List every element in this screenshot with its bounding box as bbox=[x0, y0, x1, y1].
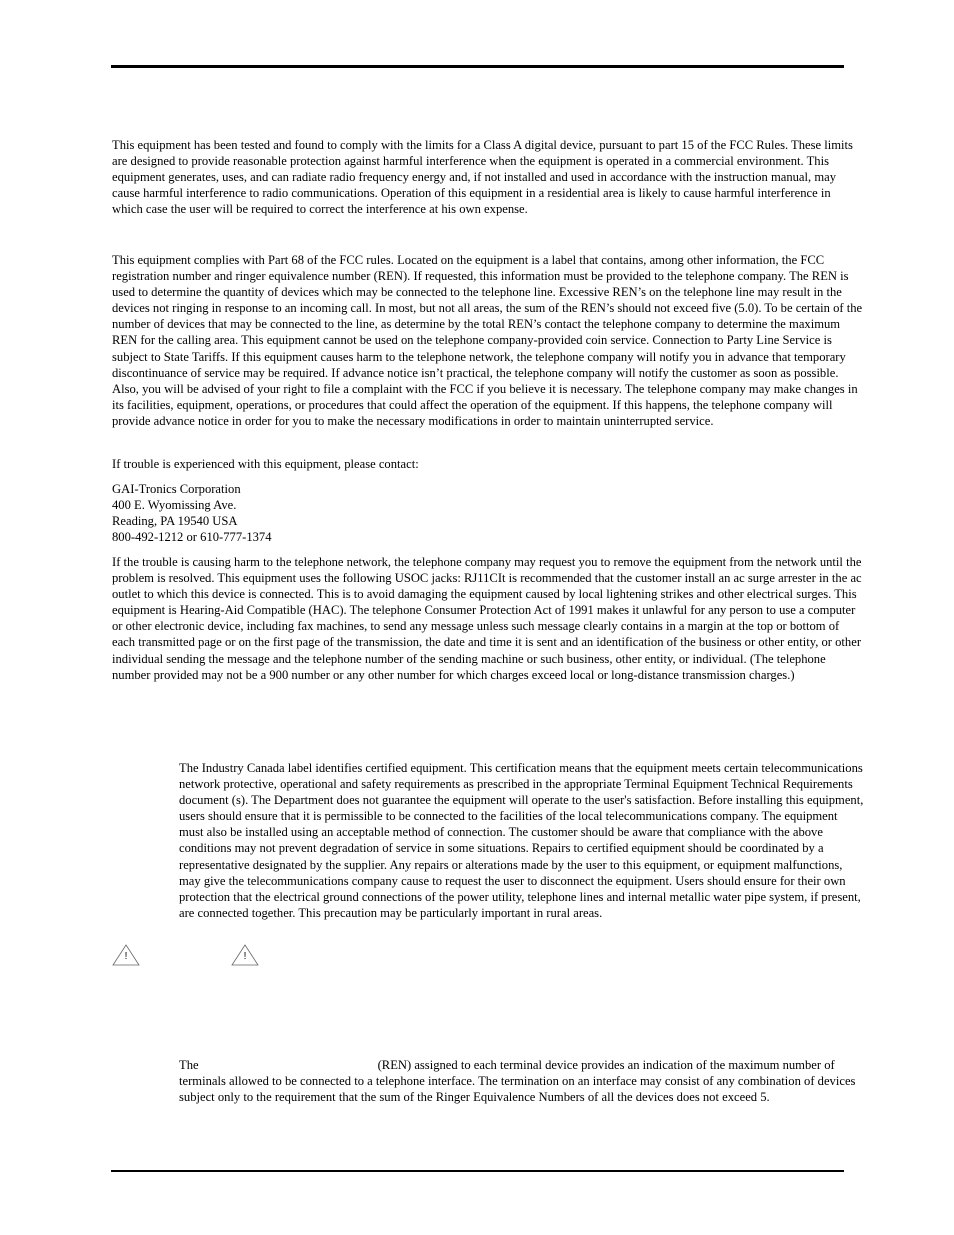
footer-rule bbox=[111, 1170, 844, 1172]
ren-paragraph bbox=[112, 1057, 864, 1105]
fcc-part68-paragraph: This equipment complies with Part 68 of the FCC rules. Located on the equipment is a label that contains, among other information, the FCC registration number and ringer equivalence number (REN). If requested, this information must be provided to the telephone company. The REN is used to determine the quantity of devices which may be connected to the telephone line. Excessive REN’s on the telephone line may result in the devices not ringing in response to an incoming call. In most, but not all areas, the sum of the REN’s should not exceed five (5.0). To be certain of the number of devices that may be connected to the line, as determine by the total REN’s contact the telephone company to determine the maximum REN for the calling area. This equipment cannot be used on the telephone company-provided coin service. Connection to Party Line Service is subject to State Tariffs. If this equipment causes harm to the telephone network, the telephone company will notify you in advance that temporary discontinuance of service may be required. If advance notice isn’t practical, the telephone company will notify the customer as soon as possible. Also, you will be advised of your right to file a complaint with the FCC if you believe it is necessary. The telephone company may make changes in its facilities, equipment, operations, or procedures that could affect the operation of the equipment. If this happens, the telephone company will provide advance notice in order for you to make the necessary modifications in order to maintain uninterrupted service. bbox=[112, 253, 863, 428]
svg-text:!: ! bbox=[124, 951, 128, 962]
ren-lead: The bbox=[179, 1058, 199, 1072]
contact-phone: 800-492-1212 or 610-777-1374 bbox=[112, 530, 272, 545]
contact-company: GAI-Tronics Corporation bbox=[112, 482, 241, 496]
svg-text:!: ! bbox=[243, 951, 247, 962]
trouble-contact-intro: If trouble is experienced with this equipment, please contact: bbox=[112, 457, 419, 471]
header-rule bbox=[111, 65, 844, 68]
trouble-harm-paragraph: If the trouble is causing harm to the telephone network, the telephone company may request you to remove the equipment from the network until the problem is resolved. This equipment uses the following USOC jacks: RJ11CIt is recommended that the customer install an ac surge arrester in the ac outlet to which this device is connected. This is to avoid damaging the equipment caused by local lightening strikes and other electrical surges. This equipment is Hearing-Aid Compatible (HAC). The telephone Consumer Protection Act of 1991 makes it unlawful for any person to use a computer or other electronic device, including fax machines, to send any message unless such message clearly contains in a margin at the top or bottom of each transmitted page or on the first page of the transmission, the date and time it is sent and an identification of the business or other entity, or other individual sending the message and the telephone number of the sending machine or such business, other entity, or individual. (The telephone number provided may not be a 900 number or any other number for which charges exceed local or long-distance transmission charges.) bbox=[112, 555, 862, 682]
warning-triangle-icon bbox=[231, 944, 259, 966]
warning-triangle-icon bbox=[112, 944, 140, 966]
ren-text: (REN) assigned to each terminal device provides an indication of the maximum number of terminals allowed to be connected to a telephone interface. The termination on an interface may consist of any combination of devices subject only to the requirement that the sum of the Ringer Equivalence Numbers of all the devices does not exceed 5. bbox=[179, 1058, 856, 1105]
industry-canada-paragraph: The Industry Canada label identifies certified equipment. This certification means that the equipment meets certain telecommunications network protective, operational and safety requirements as prescribed in the appropriate Terminal Equipment Technical Requirements document (s). The Department does not guarantee the equipment will operate to the user's satisfaction. Before installing this equipment, users should ensure that it is permissible to be connected to the facilities of the local telecommunications company. The equipment must also be installed using an acceptable method of connection. The customer should be aware that compliance with the above conditions may not prevent degradation of service in some situations. Repairs to certified equipment should be coordinated by a representative designated by the supplier. Any repairs or alterations made by the user to this equipment, or equipment malfunctions, may give the telecommunications company cause to request the user to disconnect the equipment. Users should ensure for their own protection that the electrical ground connections of the power utility, telephone lines and internal metallic water pipe system, if present, are connected together. This precaution may be particularly important in rural areas. bbox=[179, 761, 864, 920]
fcc-part15-paragraph: This equipment has been tested and found to comply with the limits for a Class A digital device, pursuant to part 15 of the FCC Rules. These limits are designed to provide reasonable protection against harmful interference when the equipment is operated in a commercial environment. This equipment generates, uses, and can radiate radio frequency energy and, if not installed and used in accordance with the instruction manual, may cause harmful interference to radio communications. Operation of this equipment in a residential area is likely to cause harmful interference in which case the user will be required to correct the interference at his own expense. bbox=[112, 138, 853, 217]
contact-city: Reading, PA 19540 USA bbox=[112, 514, 238, 529]
contact-street: 400 E. Wyomissing Ave. bbox=[112, 498, 237, 513]
contact-address bbox=[112, 481, 864, 545]
